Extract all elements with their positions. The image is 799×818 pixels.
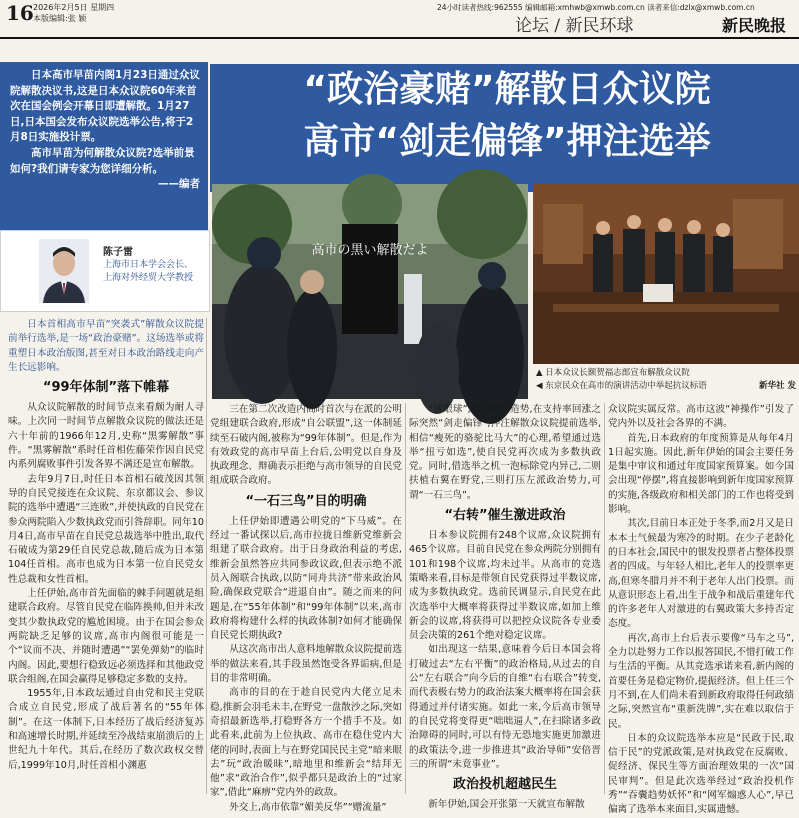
col2-paragraph-3: 从这次高市出人意料地解散众议院提前选举的做法来看,其手段虽然饱受各界诟病,但是目的非常明确。	[210, 644, 402, 685]
col4-paragraph-4: 再次,高市上台后表示要像“马车之马”,全力以赴努力工作以报答国民,不惜打破工作与生活的平衡。从其竞选承诺来看,新内阁的首要任务是稳定物价,提振经济。但上任三个月不到,在人们尚未看到新政府取得任何政绩之际,突然宣布“重新洗牌”,实在难以取信于民。	[608, 632, 794, 730]
col4-paragraph-5: 日本的众议院选举本应是“民政于民,取信于民”的党派政策,是对执政党在反腐败、促经济、保民生等方面治理效果的一次“国民审判”。但是此次选举经过“政治投机作秀”“吞囊趋势妖怀”和“网军煽惑人心”,早已偏离了选举本来面目,实属遗憾。	[608, 732, 794, 816]
column-divider	[604, 403, 605, 794]
col1-paragraph-1: 从众议院解散的时间节点来看颇为耐人寻味。上次同一时间节点解散众议院的做法还是六十年前的1966年12月,史称“黑雾解散”事件。“黑雾解散”系时任首相佐藤荣作因自民党内系列腐败事件引发各界不满还是宣布解散。	[8, 402, 204, 471]
col3-paragraph-3: 如出现这一结果,意味着今后日本国会将打破过去“左右平衡”的政治格局,从过去的自公“左右联合”向今后的自维“右右联合”转变,而代表极右势力的政治法案大概率将在国会获得通过并付诸实施。如此一来,今后高市领导的自民党将变得更“咄咄逼人”,在扫除诸多政治障碍的同时,可以有恃无恐地实施更加激进的政策法令,进一步推进其“政治导师”安倍晋三的所谓“未竟事业”。	[409, 644, 601, 770]
protest-photo	[212, 184, 528, 399]
editor-intro	[10, 68, 200, 193]
col3-paragraph-2: 日本参议院拥有248个议席,众议院拥有465个议席。目前自民党在参众两院分别拥有101和198个议席,均未过半。从高市的竞选策略来看,目标是带领自民党获得过半数议席,成为多数执政党。选前民调显示,自民党在此次选举中大概率将获得过半数议席,如加上维新会的议席,将获得可以把控众议院各专业委员会决策的261个绝对稳定议席。	[409, 530, 601, 642]
protest-sign: 高市の黒い解散だよ	[311, 243, 429, 258]
col3-paragraph-4: 新年伊始,国会开张第一天就宣布解散	[428, 799, 585, 811]
col2-paragraph-1: 三在第二次改造内阁时首次与在派的公明党组建联合政府,形成“自公联盟”,这一体制延续至石破内阁,被称为“99年体制”。但是,作为有效政党的高市早苗上台后,公明党以自身及执政理念、辩确表示拒绝与高市领导的自民党组成联合政府。	[210, 404, 402, 487]
subhead-speculation: 政治投机超越民生	[452, 777, 557, 793]
column-1	[8, 318, 204, 794]
col1-paragraph-4: 1955年,日本政坛通过自由党和民主党联合成立自民党,形成了战后著名的“55年体制”。在这一体制下,日本经历了战后经济复苏和高速增长时期,并延续至冷战结束崩溃后的上世纪九十年代。其后,在经历了数次政权交替后,1999年10月,时任首相小渊惠	[8, 688, 204, 771]
subhead-right-turn: “右转”催生激进政治	[444, 508, 566, 524]
paper-logo: 新民晚报	[722, 16, 787, 35]
editor-line: 本版编辑:张 颖	[33, 14, 87, 23]
subhead-99-system: “99年体制”落下帷幕	[42, 380, 170, 396]
col3-paragraph-1: “博眼球”,利用网络造势,在支持率回涨之际突然“剑走偏锋”,押注解散众议院提前选举,相信“瘦死的骆驼比马大”的心理,希望通过选举“扭亏如选”,使自民党再次成为多数执政党。同时,借选举之机一泡标除党内异己,二则扶植右翼在野党,三则打压左派政治势力,可谓“一石三鸟”。	[409, 404, 601, 501]
column-3	[409, 403, 601, 811]
header-rule	[0, 37, 799, 39]
author-avatar	[39, 239, 89, 303]
author-title: 上海市日本学会会长、上海对外经贸大学教授	[103, 260, 194, 283]
intro-paragraph-2: 高市早苗为何解散众议院?选举前景如何?我们请专家为您详细分析。	[10, 146, 195, 175]
headline-line-1: “政治豪赌”解散日众议院	[303, 69, 711, 110]
photo-caption	[536, 367, 796, 392]
col1-paragraph-3: 上任伊始,高市首先面临的棘手问题就是组建联合政府。尽管自民党在临阵换帅,但并未改变其少数执政党的尴尬困境。由于在国会参众两院缺乏足够的议席,高市内阁很可能是一个“议而不决、并随时遭遇”“罢免弹劾”的临时内阁。因此,要想行稳致远必须选择和其他政党联合组阁,在国会赢得足够稳定多数的支持。	[8, 588, 204, 685]
photo-credit: 新华社 发	[759, 380, 796, 391]
parliament-photo	[533, 184, 799, 364]
headline-line-2: 高市“剑走偏锋”押注选举	[303, 121, 711, 162]
hotline-bar: 24小时读者热线:962555 编辑邮箱:xmhwb@xmwb.com.cn 读者来信:dzlx@xmwb.com.cn	[437, 3, 755, 12]
col2-paragraph-5: 外交上,高市依靠“媚美反华”“赠流量”	[229, 801, 387, 813]
author-name: 陈子雷	[103, 247, 133, 258]
column-4	[608, 403, 794, 816]
col2-paragraph-2: 上任伊始即遭遇公明党的“下马威”。在经过一番试探以后,高市拉拢日维新党维新会组建了联合政府。出于日身政治利益的考虑,维新会虽然答应共同参政议政,但表示绝不派员入阁联合执政,以防“同舟共济”带来政治风险,确保政党联合“进退自由”。随之而来的问题是,在“55年体制”和“99年体制”以来,高市政府将构建什么样的执政体制?如何才能确保自民党长期执政?	[210, 515, 402, 642]
col2-paragraph-4: 高市的目的在于趁自民党内大佬立足未稳,推新会羽毛未丰,在野党一盘散沙之际,突如奇招最新选举,打稳野各方一个措手不及。如此看来,此前为上位执政、高市在稳住党内大佬的同时,表面上与在野党国民民主党“暗来眼去”玩“政治暖昧”,暗地里和维新会“结拜无他”求“政治合作”,似乎都只是政治上的“过家家”,借此“麻痹”党内外的政敌。	[210, 687, 402, 799]
intro-signature: ——编者	[158, 178, 200, 191]
author-card	[0, 230, 210, 312]
column-2	[210, 403, 402, 813]
column-divider	[206, 318, 207, 794]
col4-paragraph-1: 众议院实属反常。高市这波“神操作”引发了党内外以及社会各界的不满。	[608, 404, 794, 430]
page-number: 16	[6, 1, 34, 25]
col1-paragraph-2: 去年9月7日,时任日本首相石破茂因其领导的自民党接连在众议院、东京都议会、参议院的选举中遭遇“三连败”,并使执政的自民党在参众两院陷入少数执政党而引咎辞职。同年10月4日,高市早苗在自民党总裁选举中胜出,取代石破成为第29任自民党总裁,随后成为日本第104任首相。高市也成为日本第一位自民党女性总裁和女性首相。	[8, 473, 204, 585]
intro-paragraph-1: 日本高市早苗内阁1月23日通过众议院解散决议书,这是日本众议院60年来首次在国会例会开幕日即遭解散。1月27日,日本国会发布众议院选举公告,将于2月8日实施投计票。	[10, 69, 200, 144]
caption-line-2: ◀ 东京民众在高市的演讲活动中举起抗议标语	[536, 380, 707, 391]
caption-row-2	[536, 380, 796, 393]
lead-paragraph: 日本首相高市早苗“突袭式”解散众议院提前举行选举,是一场“政治豪赌”。这场选举或将重塑日本政治版图,甚至对日本政治路线走向产生长远影响。	[8, 319, 204, 373]
caption-line-1: ▲ 日本众议长额贺福志郎宣布解散众议院	[536, 368, 690, 378]
column-divider	[405, 403, 406, 794]
issue-date: 2026年2月5日 星期四	[33, 3, 115, 12]
subhead-three-birds: “一石三鸟”目的明确	[245, 493, 367, 509]
col4-paragraph-3: 其次,目前日本正处于冬季,而2月又是日本本土气候最为寒冷的时期。在少子老龄化的日本社会,国民中的银发投票者占整体投票者的四成。与年轻人相比,老年人的投票率更高,但寒冬腊月并不利于老年人出门投票。而从意识形态上看,出生于战争和战后重建年代的许多老年人对激进的右翼政策大多持否定态度。	[608, 518, 794, 630]
section-title: 论坛 / 新民环球	[515, 16, 634, 36]
col4-paragraph-2: 首先,日本政府的年度预算是从每年4月1日起实施。因此,新年伊始的国会主要任务是集中审议和通过年度国家预算案。如今国会出现“停摆”,将直接影响到新年度国家预算的实施,各级政府和相关部门的工作也将受到影响。	[608, 432, 794, 516]
